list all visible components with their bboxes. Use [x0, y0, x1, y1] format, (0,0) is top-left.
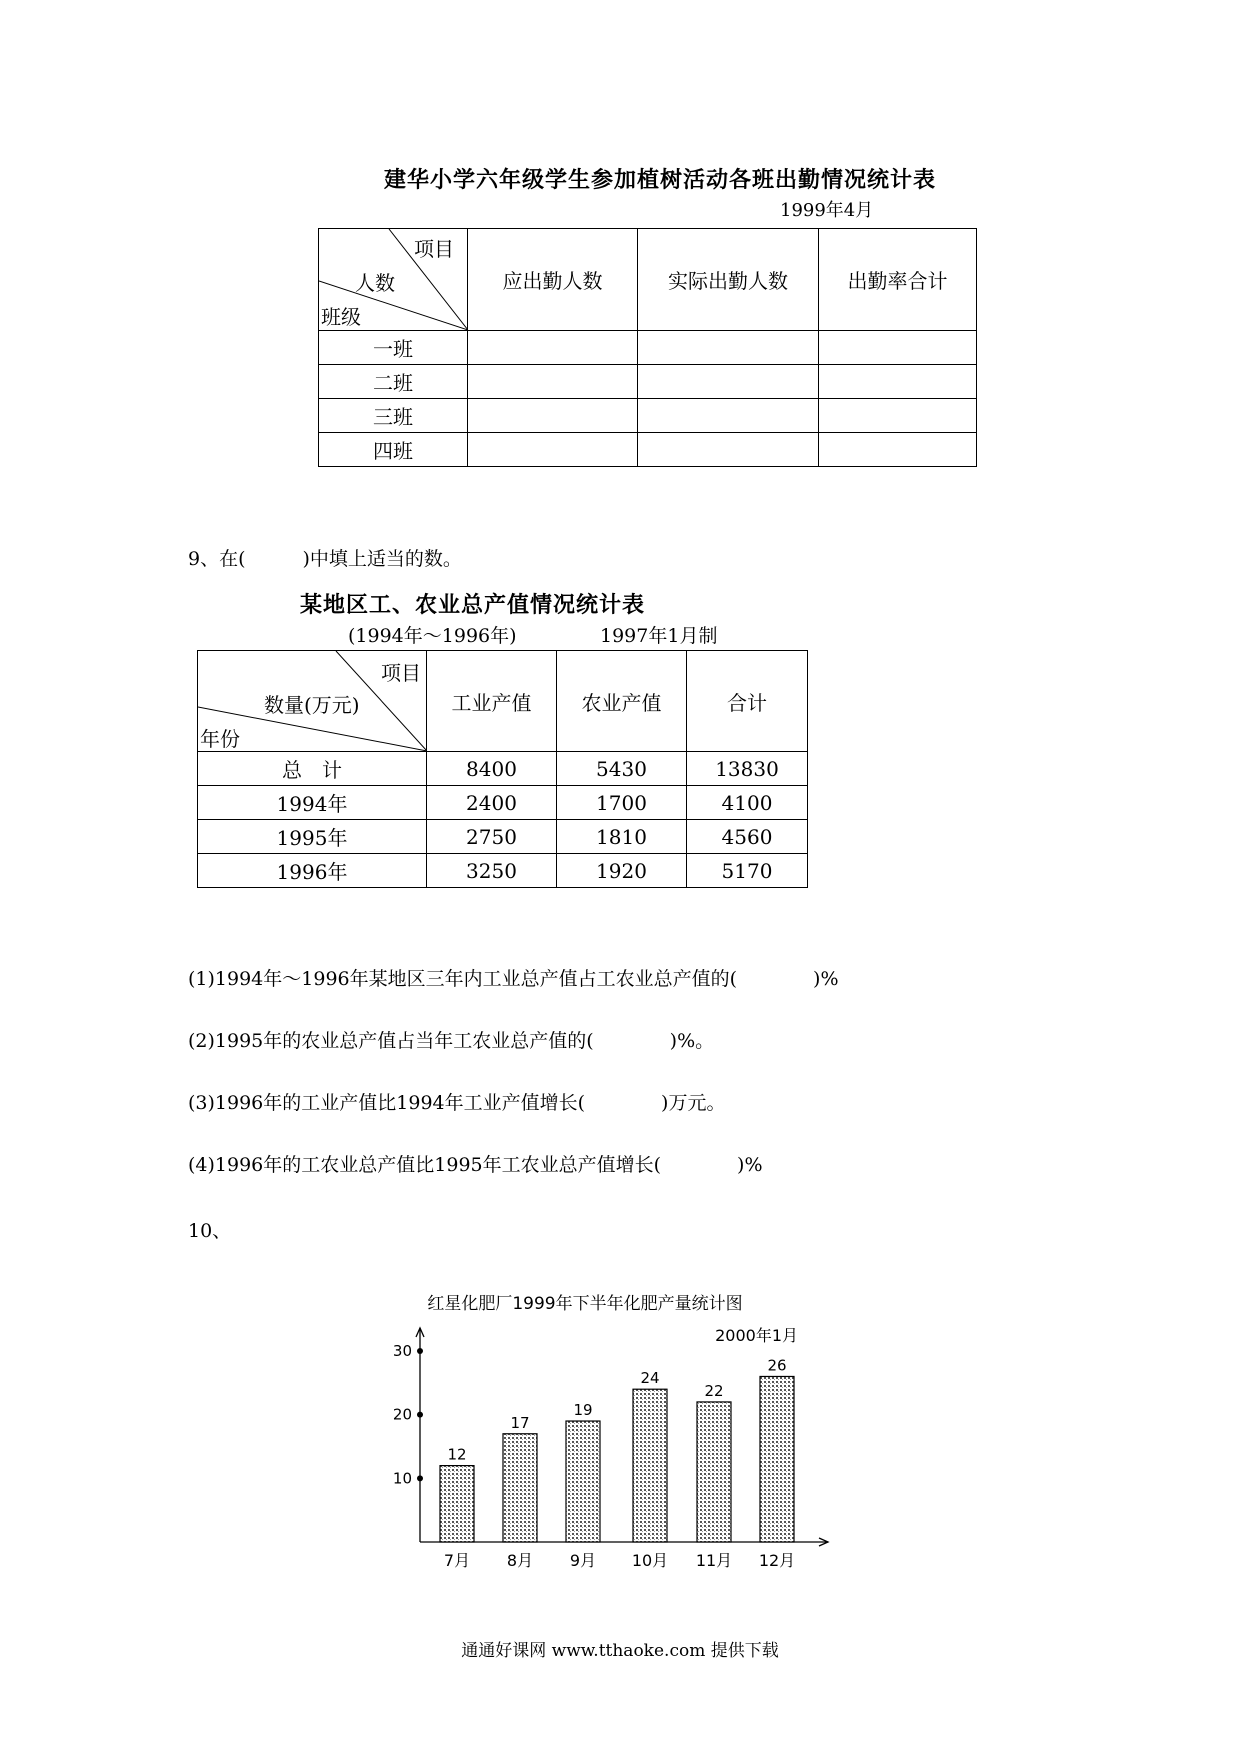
table-cell: 1810 — [557, 820, 687, 854]
column-header: 出勤率合计 — [819, 229, 977, 331]
row-label: 1994年 — [198, 786, 427, 820]
row-label: 1996年 — [198, 854, 427, 888]
table-cell — [638, 433, 819, 467]
bar-value-label: 12 — [447, 1445, 467, 1464]
bar-value-label: 17 — [510, 1413, 530, 1432]
question-9-3: (3)1996年的工业产值比1994年工业产值增长( )万元。 — [188, 1092, 726, 1114]
table-row — [198, 752, 808, 786]
table-cell: 3250 — [427, 854, 557, 888]
y-tick-mark — [417, 1348, 423, 1354]
table-cell — [468, 399, 638, 433]
table-cell — [819, 433, 977, 467]
chart-date: 2000年1月 — [715, 1326, 798, 1345]
bar-value-label: 19 — [573, 1401, 593, 1420]
row-label: 四班 — [319, 433, 468, 467]
table-cell: 2750 — [427, 820, 557, 854]
table-row — [198, 854, 808, 888]
column-header: 实际出勤人数 — [638, 229, 819, 331]
chart-bars — [440, 1356, 795, 1570]
fertilizer-bar-chart — [380, 1285, 840, 1605]
corner-label-top: 项目 — [381, 661, 421, 685]
bar — [440, 1466, 474, 1542]
table-header-row — [198, 651, 808, 752]
column-header: 农业产值 — [557, 651, 687, 752]
table1-date: 1999年4月 — [780, 200, 874, 221]
table-cell — [819, 331, 977, 365]
row-label: 总 计 — [198, 752, 427, 786]
table-cell — [638, 365, 819, 399]
question-9-2: (2)1995年的农业总产值占当年工农业总产值的( )%。 — [188, 1030, 715, 1052]
table-row — [319, 433, 977, 467]
table2-made-date: 1997年1月制 — [600, 625, 718, 647]
table-row — [319, 331, 977, 365]
bar — [633, 1389, 667, 1542]
row-label: 二班 — [319, 365, 468, 399]
table-cell: 4100 — [687, 786, 808, 820]
output-value-table — [197, 650, 808, 888]
row-label: 1995年 — [198, 820, 427, 854]
bar — [697, 1402, 731, 1542]
bar — [503, 1434, 537, 1542]
bar-value-label: 26 — [767, 1356, 787, 1375]
x-category-label: 9月 — [569, 1551, 597, 1570]
table-cell: 2400 — [427, 786, 557, 820]
table-cell: 8400 — [427, 752, 557, 786]
x-category-label: 8月 — [506, 1551, 534, 1570]
table-cell: 5170 — [687, 854, 808, 888]
table-cell — [638, 331, 819, 365]
table-row — [198, 820, 808, 854]
y-tick-label: 20 — [392, 1405, 412, 1424]
table-cell: 5430 — [557, 752, 687, 786]
table-cell — [638, 399, 819, 433]
table-cell — [819, 365, 977, 399]
x-category-label: 12月 — [758, 1551, 796, 1570]
chart-title: 红星化肥厂1999年下半年化肥产量统计图 — [427, 1294, 743, 1314]
table2-range: (1994年～1996年) — [348, 625, 517, 647]
column-header: 应出勤人数 — [468, 229, 638, 331]
row-label: 三班 — [319, 399, 468, 433]
row-label: 一班 — [319, 331, 468, 365]
table-cell — [819, 399, 977, 433]
footer-credit: 通通好课网 www.tthaoke.com 提供下载 — [461, 1641, 779, 1661]
table-row — [319, 399, 977, 433]
y-tick-mark — [417, 1412, 423, 1418]
table-cell — [468, 365, 638, 399]
corner-label-middle: 人数 — [355, 271, 395, 295]
y-tick-label: 10 — [392, 1469, 412, 1488]
corner-label-bottom: 年份 — [200, 727, 240, 751]
bar-value-label: 24 — [640, 1369, 660, 1388]
corner-label-top: 项目 — [414, 237, 454, 261]
table-row — [319, 365, 977, 399]
table2-title: 某地区工、农业总产值情况统计表 — [300, 592, 646, 618]
corner-label-bottom: 班级 — [321, 305, 361, 329]
corner-label-middle: 数量(万元) — [264, 693, 360, 717]
question-10-label: 10、 — [188, 1220, 232, 1242]
table-cell — [468, 331, 638, 365]
table-row — [198, 786, 808, 820]
bar — [760, 1376, 794, 1542]
y-tick-mark — [417, 1475, 423, 1481]
table-cell — [468, 433, 638, 467]
question-9-prompt: 9、在( )中填上适当的数。 — [188, 548, 462, 570]
question-9-1: (1)1994年～1996年某地区三年内工业总产值占工农业总产值的( )% — [188, 968, 839, 990]
attendance-table — [318, 228, 977, 467]
table-corner-cell — [319, 229, 468, 331]
column-header: 合计 — [687, 651, 808, 752]
table1-title: 建华小学六年级学生参加植树活动各班出勤情况统计表 — [383, 167, 936, 193]
x-category-label: 11月 — [695, 1551, 733, 1570]
y-tick-label: 30 — [392, 1342, 412, 1360]
bar — [566, 1421, 600, 1542]
table-cell: 4560 — [687, 820, 808, 854]
x-category-label: 7月 — [443, 1551, 471, 1570]
question-9-4: (4)1996年的工农业总产值比1995年工农业总产值增长( )% — [188, 1154, 763, 1176]
column-header: 工业产值 — [427, 651, 557, 752]
table-cell: 1700 — [557, 786, 687, 820]
x-category-label: 10月 — [631, 1551, 669, 1570]
table-cell: 13830 — [687, 752, 808, 786]
table-header-row — [319, 229, 977, 331]
table-corner-cell — [198, 651, 427, 752]
bar-value-label: 22 — [704, 1381, 724, 1400]
table-cell: 1920 — [557, 854, 687, 888]
